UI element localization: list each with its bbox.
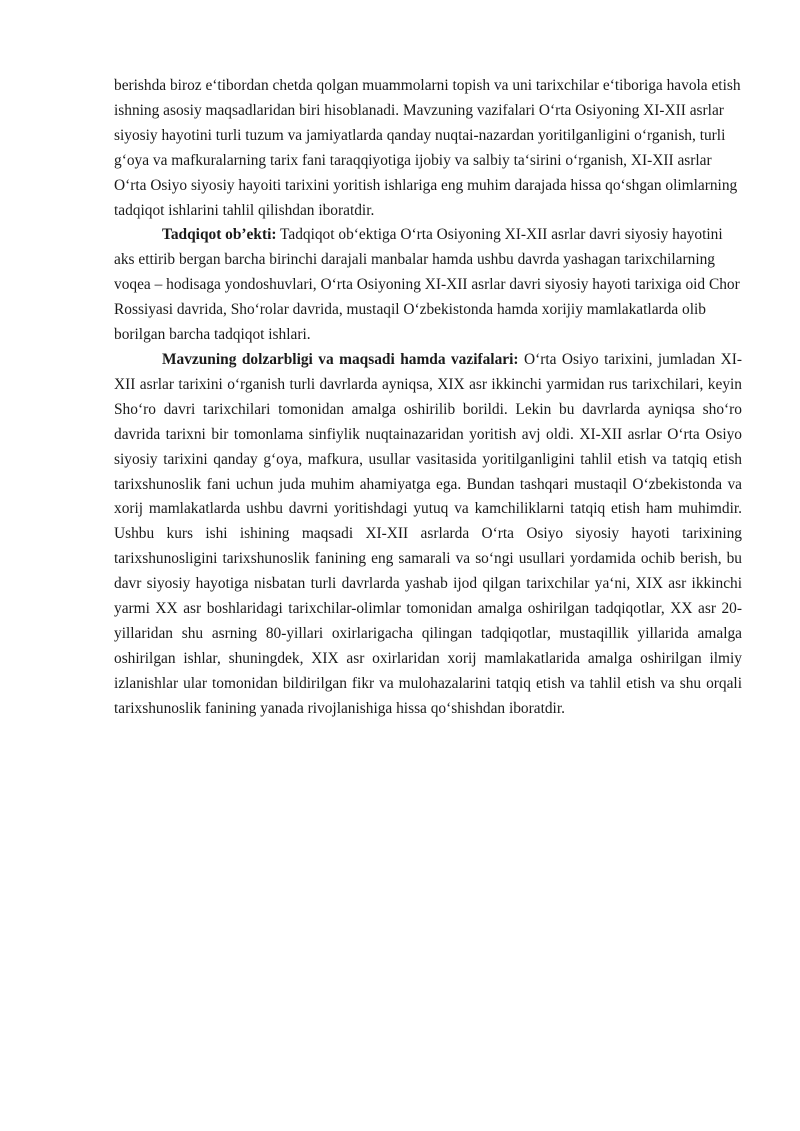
paragraph-relevance [114, 348, 742, 722]
paragraph-research-object [114, 223, 742, 348]
document-page [114, 74, 742, 722]
research-object-text: Tadqiqot ob‘ektiga O‘rta Osiyoning XI-XII asrlar davri siyosiy hayotini aks ettirib bergan barcha birinchi darajali manbalar hamda ushbu davrda yashagan tarixchilarning voqea – hodisaga yondoshuvlari, O‘rta Osiyoning XI-XII asrlar davri siyosiy hayoti tarixiga oid Chor Rossiyasi davrida, Sho‘rolar davrida, mustaqil O‘zbekistonda hamda xorijiy mamlakatlarda olib borilgan barcha tadqiqot ishlari. [114, 226, 740, 344]
relevance-text: O‘rta Osiyo tarixini, jumladan XI-XII asrlar tarixini o‘rganish turli davrlarda ayniqsa, XIX asr ikkinchi yarmidan rus tarixchilari, keyin Sho‘ro davri tarixchilari tomonidan amalga oshirilib borildi. Lekin bu davrlarda ayniqsa sho‘ro davrida tarixni bir tomonlama sinfiylik nuqtainazaridan yoritish avj oldi. XI-XII asrlar O‘rta Osiyo siyosiy tarixini qanday g‘oya, mafkura, usullar vasitasida yoritilganligini tahlil etish va tatqiq etish tarixshunoslik fani uchun juda muhim ahamiyatga ega. Bundan tashqari mustaqil O‘zbekistonda va xorij mamlakatlarda ushbu davrni yoritishdagi yutuq va kamchiliklarni tatqiq etish ham muhimdir. Ushbu kurs ishi ishining maqsadi XI-XII asrlarda O‘rta Osiyo siyosiy hayoti tarixining tarixshunosligini tarixshunoslik fanining eng samarali va so‘ngi usullari yordamida ochib berish, bu davr siyosiy hayotiga nisbatan turli davrlarda yashab ijod qilgan tarixchilar ya‘ni, XIX asr ikkinchi yarmi XX asr boshlaridagi tarixchilar-olimlar tomonidan amalga oshirilgan tadqiqotlar, XX asr 20-yillaridan shu asrning 80-yillari oxirlarigacha qilingan tadqiqotlar, mustaqillik yillarida amalga oshirilgan ishlar, shuningdek, XIX asr oxirlaridan xorij mamlakatlarida amalga oshirilgan ilmiy izlanishlar ular tomonidan bildirilgan fikr va mulohazalarini tatqiq etish va tahlil etish va shu orqali tarixshunoslik fanining yanada rivojlanishiga hissa qo‘shishdan iboratdir. [114, 350, 742, 717]
relevance-heading: Mavzuning dolzarbligi va maqsadi hamda vazifalari: [162, 350, 519, 368]
research-object-heading: Tadqiqot ob’ekti: [162, 226, 277, 244]
paragraph-intro [114, 74, 742, 223]
paragraph-intro-text: berishda biroz e‘tibordan chetda qolgan muammolarni topish va uni tarixchilar e‘tiboriga havola etish ishning asosiy maqsadlaridan biri hisoblanadi. Mavzuning vazifalari O‘rta Osiyoning XI-XII asrlar siyosiy hayotini turli tuzum va jamiyatlarda qanday nuqtai-nazardan yoritilganligini o‘rganish, turli g‘oya va mafkuralarning tarix fani taraqqiyotiga ijobiy va salbiy ta‘sirini o‘rganish, XI-XII asrlar O‘rta Osiyo siyosiy hayoiti tarixini yoritish ishlariga eng muhim darajada hissa qo‘shgan olimlarning tadqiqot ishlarini tahlil qilishdan iboratdir. [114, 77, 741, 219]
